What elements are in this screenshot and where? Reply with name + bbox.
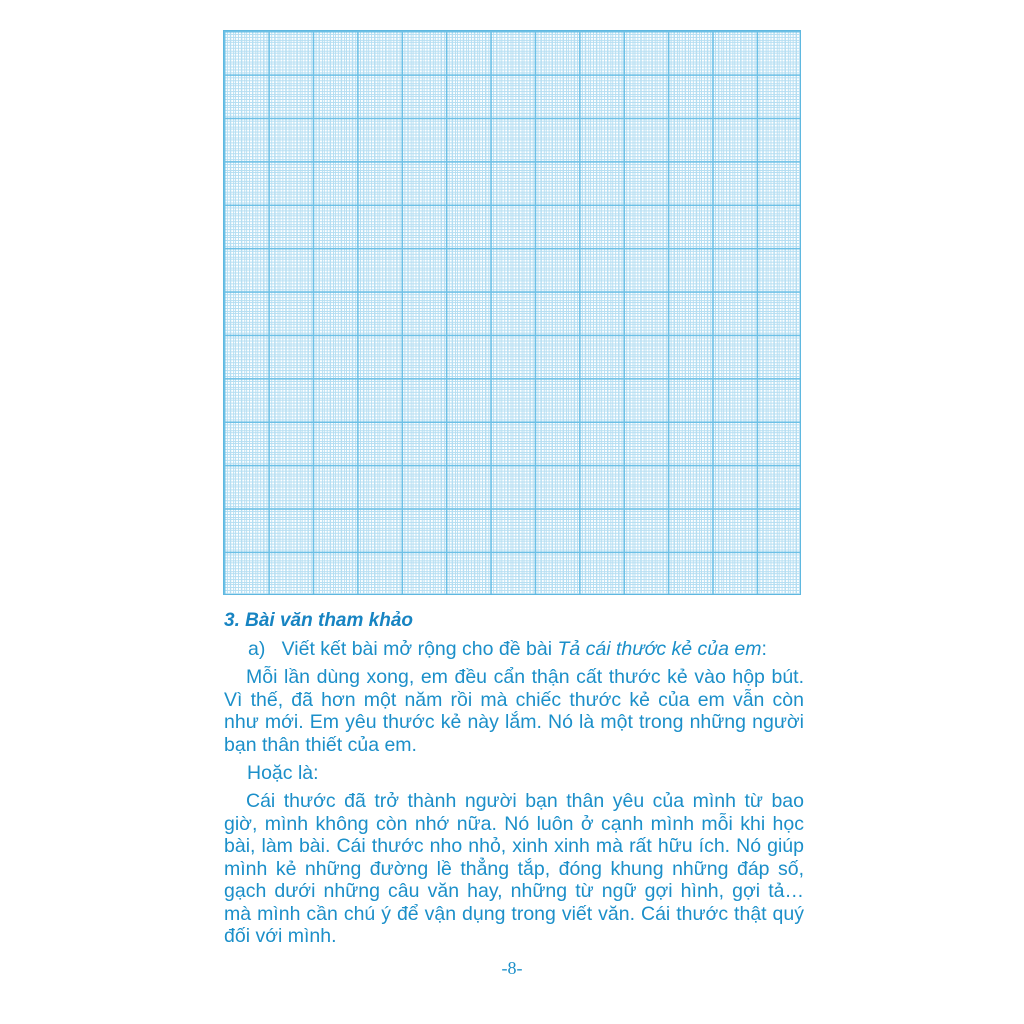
writing-grid	[223, 30, 801, 595]
item-a-marker: a)	[248, 638, 266, 660]
page-number: -8-	[501, 958, 523, 978]
item-a-prompt	[248, 638, 767, 661]
alternative-label: Hoặc là:	[247, 762, 319, 784]
item-a-tail: :	[761, 638, 767, 660]
paragraph-2: Cái thước đã trở thành người bạn thân yêu của mình từ bao giờ, mình không còn nhớ nữa. Nó luôn ở cạnh mình mỗi khi học bài, làm bài. Cái thước nho nhỏ, xinh xinh mà rất hữu ích. Nó giúp mình kẻ những đường lề thẳng tắp, đóng khung những đáp số, gạch dưới những câu văn hay, những từ ngữ gợi hình, gợi tả… mà mình cần chú ý để vận dụng trong viết văn. Cái thước thật quý đối với mình.	[224, 790, 804, 947]
paragraph-1: Mỗi lần dùng xong, em đều cẩn thận cất thước kẻ vào hộp bút. Vì thế, đã hơn một năm rồi mà chiếc thước kẻ của em vẫn còn như mới. Em yêu thước kẻ này lắm. Nó là một trong những người bạn thân thiết của em.	[224, 666, 804, 756]
item-a-lead: Viết kết bài mở rộng cho đề bài	[281, 638, 558, 660]
section-heading: 3. Bài văn tham khảo	[224, 610, 414, 631]
item-a-title: Tả cái thước kẻ của em	[557, 638, 762, 660]
